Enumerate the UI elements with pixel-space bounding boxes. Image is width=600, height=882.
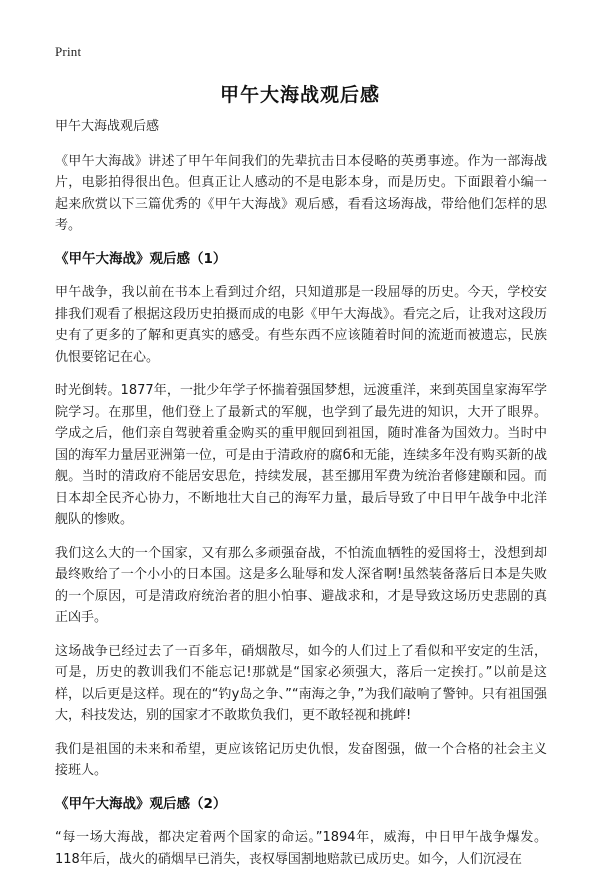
article-body	[55, 116, 547, 882]
page-title: 甲午大海战观后感	[219, 84, 380, 106]
section1-paragraph-1: 甲午战争，我以前在书本上看到过介绍，只知道那是一段屈辱的历史。今天，学校安排我们观看了根据这段历史拍摄而成的电影《甲午大海战》。看完之后，让我对这段历史有了更多的了解和更真实的感受。有些东西不应该随着时间的流逝而被遗忘，民族仇恨要铭记在心。	[55, 285, 547, 365]
section1-paragraph-3: 我们这么大的一个国家，又有那么多顽强奋战，不怕流血牺牲的爱国将士，没想到却最终败给了一个小小的日本国。这是多么耻辱和发人深省啊!虽然装备落后日本是失败的一个原因，可是清政府统治者的胆小怕事、避战求和，才是导致这场历史悲剧的真正凶手。	[55, 545, 547, 625]
section1-paragraph-5: 我们是祖国的未来和希望，更应该铭记历史仇恨，发奋图强，做一个合格的社会主义接班人。	[55, 741, 547, 778]
article-subtitle: 甲午大海战观后感	[55, 119, 160, 134]
section1-paragraph-4: 这场战争已经过去了一百多年，硝烟散尽，如今的人们过上了看似和平安定的生活，可是，历史的教训我们不能忘记!那就是“国家必须强大，落后一定挨打。”以前是这样，以后更是这样。现在的“钓y岛之争、”“南海之争，”为我们敲响了警钟。只有祖国强大，科技发达，别的国家才不敢欺负我们，更不敢轻视和挑衅!	[55, 643, 547, 723]
section-heading-2: 《甲午大海战》观后感（2）	[55, 795, 227, 812]
section2-paragraph-1: “每一场大海战，都决定着两个国家的命运。”1894年，威海，中日甲午战争爆发。118年后，战火的硝烟早已消失，丧权辱国割地赔款已成历史。如今，人们沉浸在	[55, 830, 547, 867]
section-heading-1: 《甲午大海战》观后感（1）	[55, 250, 227, 267]
intro-paragraph: 《甲午大海战》讲述了甲午年间我们的先辈抗击日本侵略的英勇事迹。作为一部海战片，电影拍得很出色。但真正让人感动的不是电影本身，而是历史。下面跟着小编一起来欣赏以下三篇优秀的《甲午大海战》观后感，看看这场海战，带给他们怎样的思考。	[55, 153, 547, 233]
print-link[interactable]: Print	[55, 44, 82, 59]
section1-paragraph-2: 时光倒转。1877年，一批少年学子怀揣着强国梦想，远渡重洋，来到英国皇家海军学院学习。在那里，他们登上了最新式的军舰，也学到了最先进的知识，大开了眼界。学成之后，他们亲自驾驶着重金购买的重甲舰回到祖国，随时准备为国效力。当时中国的海军力量居亚洲第一位，可是由于清政府的腐б和无能，连续多年没有购买新的战舰。当时的清政府不能居安思危，持续发展，甚至挪用军费为统治者修建颐和园。而日本却全民齐心协力，不断地壮大自己的海军力量，最后导致了中日甲午战争中北洋舰队的惨败。	[55, 383, 547, 527]
